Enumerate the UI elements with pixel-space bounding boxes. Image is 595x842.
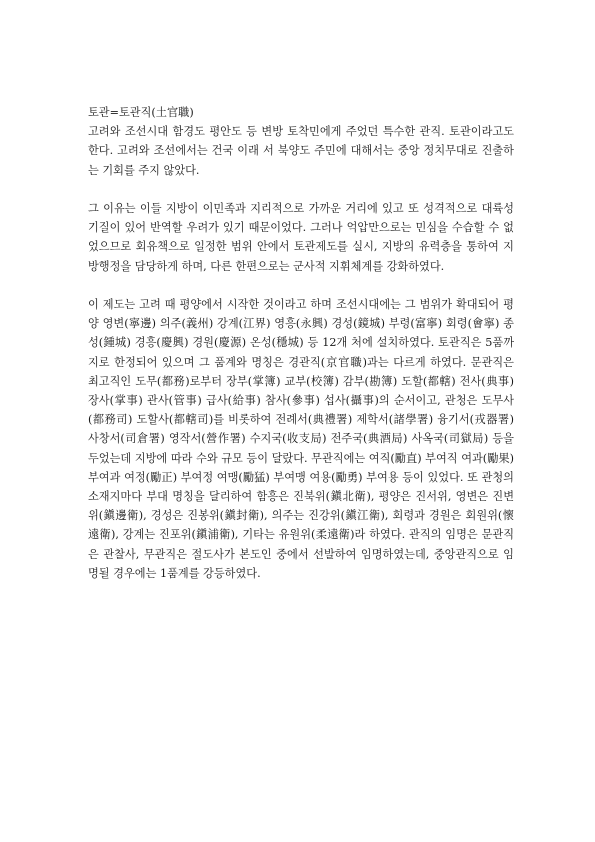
document-title: 토관=토관직(土官職) bbox=[88, 106, 194, 119]
paragraph-spacer bbox=[88, 180, 514, 199]
paragraph-reason: 그 이유는 이들 지방이 이민족과 지리적으로 가까운 거리에 있고 또 성격적으로 대륙성 기질이 있어 반역할 우려가 있기 때문이었다. 그러나 억압만으로는 민심을 수습할 수 없었으므로 회유책으로 일정한 범위 안에서 토관제도를 실시, 지방의 유력층을 통하여 지방행정을 담당하게 하며, 다른 한편으로는 군사적 지휘체계를 강화하였다. bbox=[88, 202, 514, 273]
document-body bbox=[88, 103, 514, 583]
paragraph-intro: 고려와 조선시대 함경도 평안도 등 변방 토착민에게 주었던 특수한 관직. 토관이라고도 한다. 고려와 조선에서는 건국 이래 서 북양도 주민에 대해서는 중앙 정치무대로 진출하는 기회를 주지 않았다. bbox=[88, 125, 514, 177]
paragraph-system: 이 제도는 고려 때 평양에서 시작한 것이라고 하며 조선시대에는 그 범위가 확대되어 평양 영변(寧邊) 의주(義州) 강계(江界) 영흥(永興) 경성(鏡城) 부령(富寧) 회령(會寧) 종성(鍾城) 경흥(慶興) 경원(慶源) 온성(穩城) 등 12개 처에 설치하였다. 토관직은 5품까지로 한정되어 있으며 그 품계와 명칭은 경관직(京官職)과는 다르게 하였다. 문관직은 최고직인 도무(都務)로부터 장부(掌簿) 교부(校簿) 감부(勘簿) 도할(都轄) 전사(典事) 장사(掌事) 관사(管事) 급사(給事) 참사(參事) 섭사(攝事)의 순서이고, 관청은 도무사(都務司) 도할사(都轄司)를 비롯하여 전례서(典禮署) 제학서(諸學署) 융기서(戎器署) 사창서(司倉署) 영작서(營作署) 수지국(收支局) 전주국(典酒局) 사옥국(司獄局) 등을 두었는데 지방에 따라 수와 규모 등이 달랐다. 무관직에는 여직(勵直) 부여직 여과(勵果) 부여과 여정(勵正) 부여정 여맹(勵猛) 부여맹 여용(勵勇) 부여용 등이 있었다. 또 관청의 소재지마다 부대 명칭을 달리하여 함흥은 진북위(鎭北衛), 평양은 진서위, 영변은 진변위(鎭邊衛), 경성은 진봉위(鎭封衛), 의주는 진강위(鎭江衛), 회령과 경원은 회원위(懷遠衛), 강계는 진포위(鎭浦衛), 기타는 유원위(柔遠衛)라 하였다. 관직의 임명은 문관직은 관찰사, 무관직은 절도사가 본도인 중에서 선발하여 임명하였는데, 중앙관직으로 임명될 경우에는 1품계를 강등하였다. bbox=[88, 298, 514, 580]
paragraph-spacer bbox=[88, 276, 514, 295]
